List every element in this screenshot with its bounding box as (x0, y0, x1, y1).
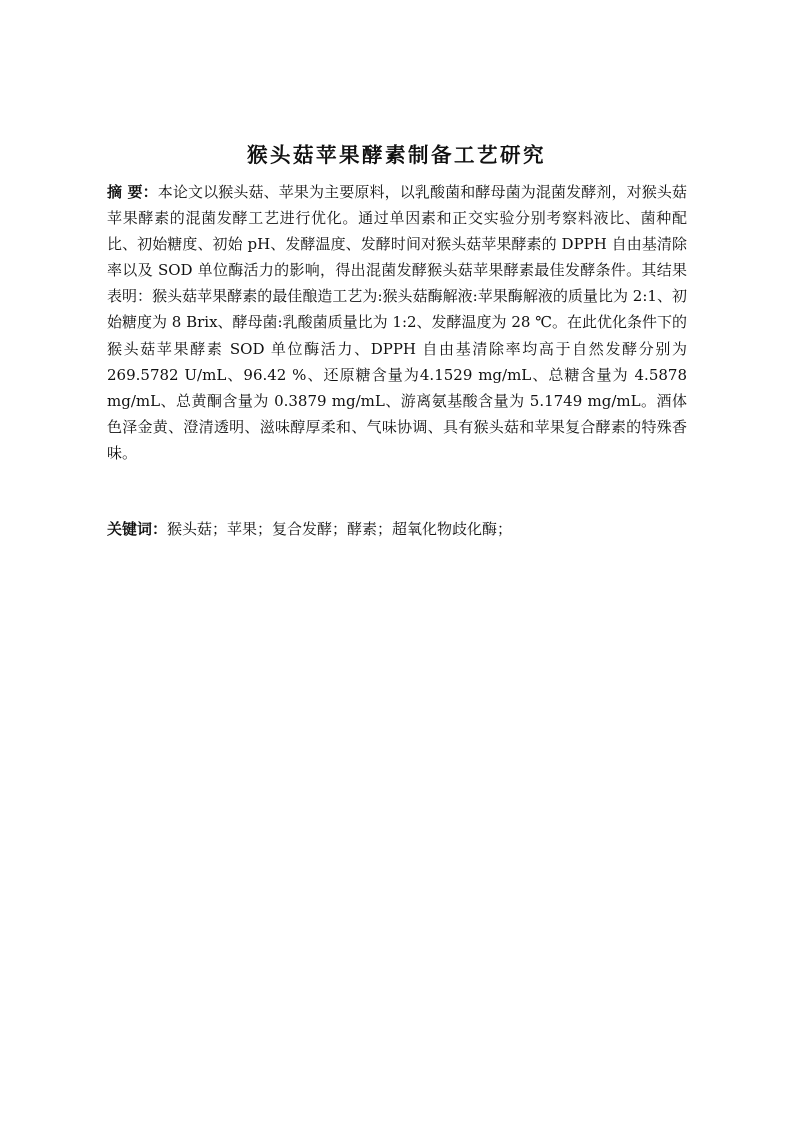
paper-title: 猴头菇苹果酵素制备工艺研究 (247, 143, 546, 167)
abstract-label: 摘 要： (107, 183, 158, 201)
abstract-text: 本论文以猴头菇、苹果为主要原料，以乳酸菌和酵母菌为混菌发酵剂，对猴头菇苹果酵素的混菌发酵工艺进行优化。通过单因素和正交实验分别考察料液比、菌种配比、初始糖度、初始 pH、发酵温度、发酵时间对猴头菇苹果酵素的 DPPH 自由基清除率以及 SOD 单位酶活力的影响，得出混菌发酵猴头菇苹果酵素最佳发酵条件。其结果表明：猴头菇苹果酵素的最佳酿造工艺为:猴头菇酶解液:苹果酶解液的质量比为 2:1、初始糖度为 8 Brix、酵母菌:乳酸菌质量比为 1:2、发酵温度为 28 ℃。在此优化条件下的猴头菇苹果酵素 SOD 单位酶活力、DPPH 自由基清除率均高于自然发酵分别为269.5782 U/mL、96.42 %、还原糖含量为4.1529 mg/mL、总糖含量为 4.5878 mg/mL、总黄酮含量为 0.3879 mg/mL、游离氨基酸含量为 5.1749 mg/mL。酒体色泽金黄、澄清透明、滋味醇厚柔和、气味协调、具有猴头菇和苹果复合酵素的特殊香味。 (107, 183, 687, 462)
keywords-line (107, 516, 687, 542)
keywords-text: 猴头菇；苹果；复合发酵；酵素；超氧化物歧化酶； (167, 520, 513, 538)
abstract-paragraph (107, 179, 687, 466)
keywords-label: 关键词： (107, 520, 168, 538)
